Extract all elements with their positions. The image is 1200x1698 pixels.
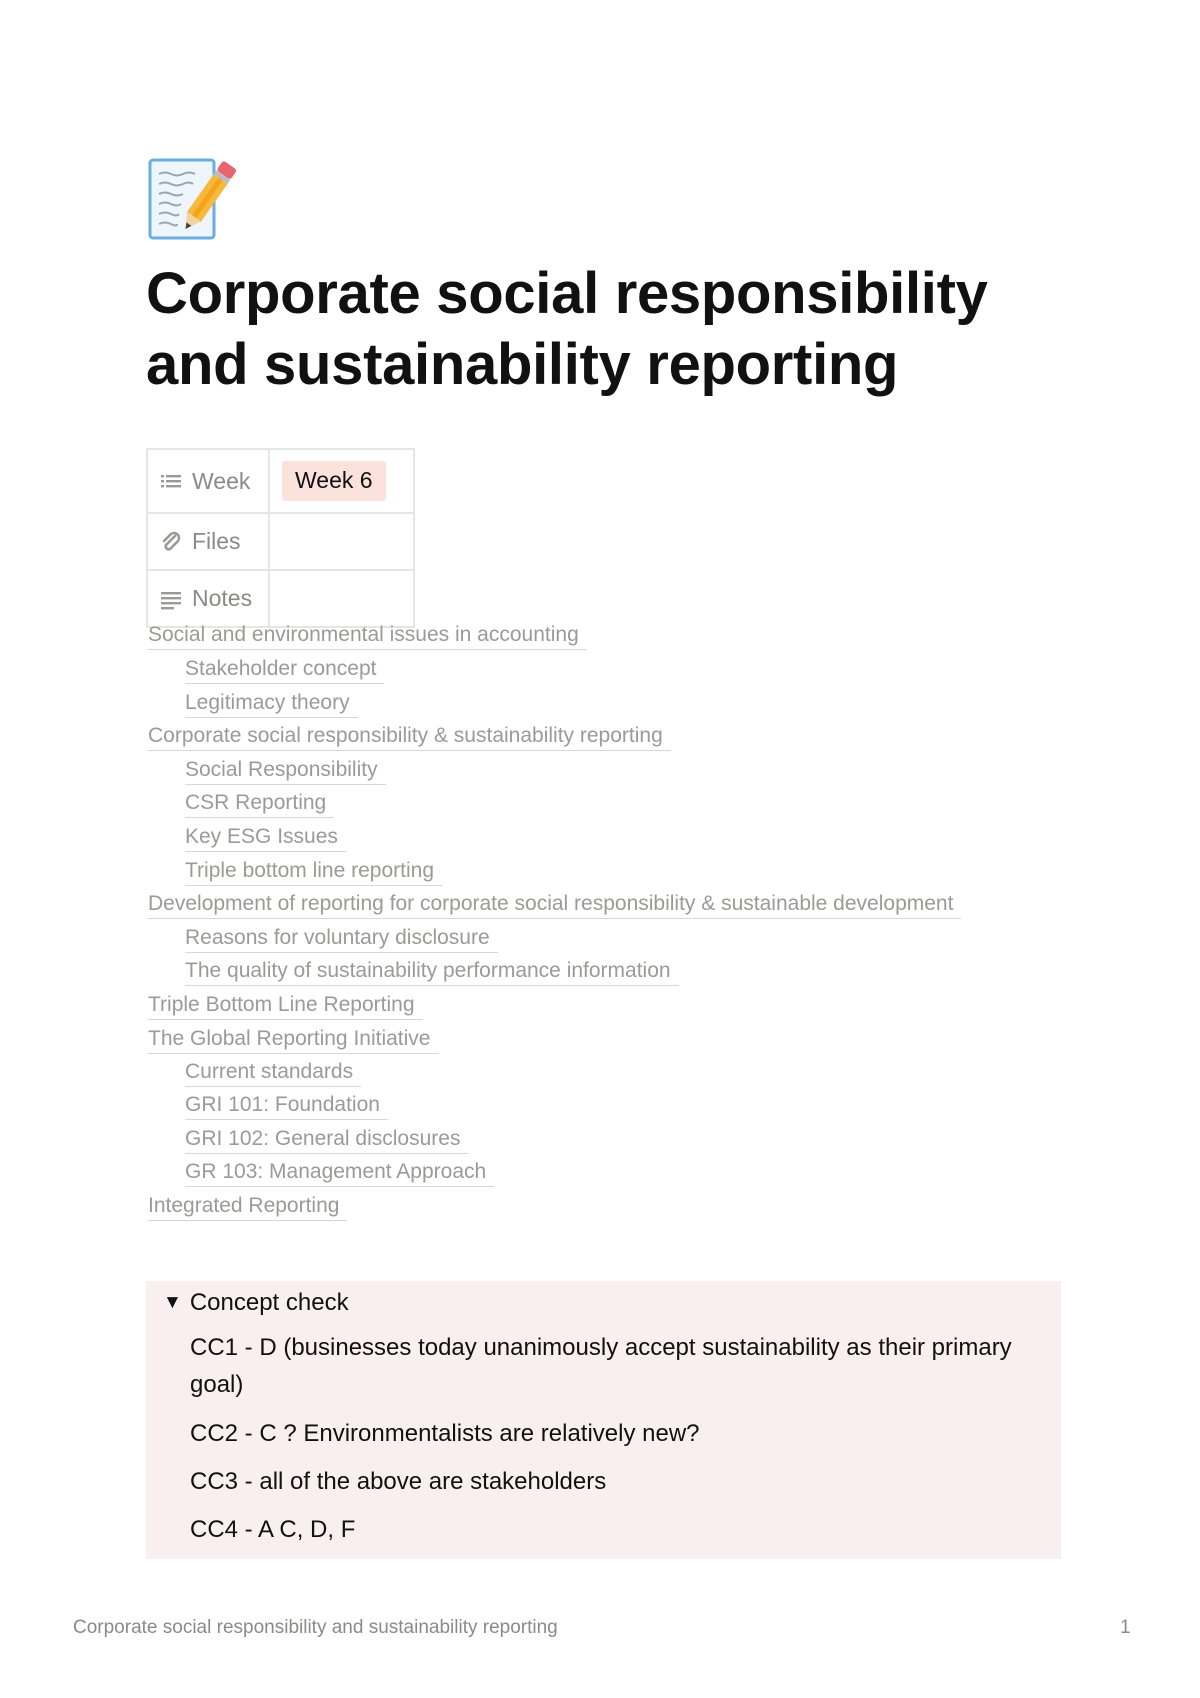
property-row-notes	[147, 570, 414, 627]
property-key-week	[147, 449, 269, 513]
toc-link[interactable]: Development of reporting for corporate social responsibility & sustainable development	[148, 891, 961, 919]
property-key-notes	[147, 570, 269, 627]
concept-check-item: CC2 - C ? Environmentalists are relatively new?	[190, 1420, 700, 1447]
page-title: Corporate social responsibility and sustainability reporting	[146, 261, 988, 397]
toc-link[interactable]: The Global Reporting Initiative	[148, 1026, 439, 1054]
toc-link[interactable]: GRI 102: General disclosures	[185, 1126, 468, 1154]
concept-check-item: CC4 - A C, D, F	[190, 1516, 356, 1543]
toc-link[interactable]: Reasons for voluntary disclosure	[185, 925, 498, 953]
memo-pencil-icon	[146, 156, 236, 242]
toc-link[interactable]: Key ESG Issues	[185, 824, 346, 852]
property-value-week[interactable]	[269, 449, 414, 513]
concept-check-item: CC3 - all of the above are stakeholders	[190, 1468, 607, 1495]
toc-link[interactable]: Social and environmental issues in accounting	[148, 622, 587, 650]
toc-link[interactable]: Triple bottom line reporting	[185, 858, 442, 886]
toc-link[interactable]: GRI 101: Foundation	[185, 1092, 388, 1120]
toggle-header[interactable]	[163, 1288, 349, 1318]
text-lines-icon	[160, 588, 182, 610]
toc-link[interactable]: Social Responsibility	[185, 757, 386, 785]
toggle-title: Concept check	[189, 1289, 349, 1316]
concept-check-item: CC1 - D (businesses today unanimously accept sustainability as their primary goal)	[190, 1334, 1012, 1398]
toc-link[interactable]: CSR Reporting	[185, 790, 334, 818]
toc-link[interactable]: Stakeholder concept	[185, 656, 384, 684]
property-row-week	[147, 449, 414, 513]
page-number: 1	[1120, 1617, 1131, 1638]
toc-link[interactable]: Legitimacy theory	[185, 690, 358, 718]
triangle-down-icon[interactable]: ▼	[163, 1292, 182, 1313]
property-key-label: Week	[192, 467, 251, 494]
toc-link[interactable]: GR 103: Management Approach	[185, 1159, 494, 1187]
toc-link[interactable]: Integrated Reporting	[148, 1193, 347, 1221]
property-value-notes[interactable]	[269, 570, 414, 627]
paperclip-icon	[160, 531, 182, 553]
property-row-files	[147, 513, 414, 570]
toc-link[interactable]: Current standards	[185, 1059, 361, 1087]
toc-link[interactable]: Corporate social responsibility & sustainability reporting	[148, 723, 671, 751]
toc-link[interactable]: The quality of sustainability performance information	[185, 958, 679, 986]
week-tag[interactable]: Week 6	[282, 461, 386, 501]
toc-link[interactable]: Triple Bottom Line Reporting	[148, 992, 423, 1020]
property-key-files	[147, 513, 269, 570]
property-key-label: Notes	[192, 585, 253, 611]
footer-title: Corporate social responsibility and sustainability reporting	[73, 1617, 558, 1638]
list-icon	[160, 470, 182, 492]
properties-table	[146, 448, 415, 628]
property-key-label: Files	[192, 528, 241, 554]
concept-check-toggle	[146, 1281, 1061, 1559]
property-value-files[interactable]	[269, 513, 414, 570]
